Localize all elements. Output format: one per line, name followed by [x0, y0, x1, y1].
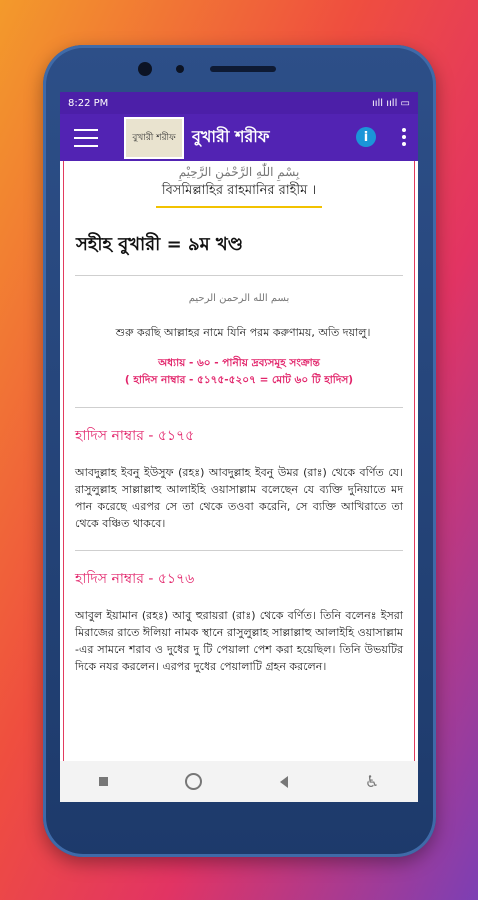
recents-icon[interactable]	[99, 777, 108, 786]
bismillah-banner	[64, 161, 414, 208]
status-time: 8:22 PM	[68, 97, 109, 109]
divider	[75, 550, 403, 551]
hadith-number: হাদিস নাম্বার - ৫১৭৬	[75, 571, 195, 587]
divider	[75, 407, 403, 408]
hadith-number: হাদিস নাম্বার - ৫১৭৫	[75, 428, 195, 444]
divider	[75, 275, 403, 276]
status-bar	[60, 92, 418, 114]
status-indicators: ııll ııll ▭	[371, 97, 410, 109]
app-bar	[60, 114, 418, 161]
hadith-text: আবুল ইয়ামান (রহঃ) আবু হুরায়রা (রাঃ) থেকে বর্ণিত। তিনি বলেনঃ ইসরা মিরাজের রাতে ঈলিয়া নামক স্থানে রাসুলুল্লাহ সাল্লাল্লাহু আলাইহি ওয়াসাল্লাম -এর সামনে শরাব ও দুধের দু টি পেয়ালা পেশ করা হয়েছিল। তিনি উভয়টির দিকে নযর করলেন। এরপর দুধের পেয়ালাটি গ্রহন করলেন।	[75, 609, 403, 673]
hamburger-menu-icon[interactable]	[74, 129, 98, 147]
hadith-item	[64, 424, 414, 532]
overflow-menu-icon[interactable]	[402, 128, 406, 146]
hadith-item	[64, 567, 414, 675]
arabic-bismillah: بسم الله الرحمن الرحيم	[188, 293, 290, 304]
app-title: বুখারী শরীফ	[192, 127, 270, 146]
speaker-grille	[210, 66, 276, 72]
bismillah-bengali: বিসমিল্লাহির রাহমানির রাহীম ।	[156, 179, 322, 208]
app-logo	[124, 117, 184, 159]
chapter-heading	[64, 355, 414, 389]
app-screen	[60, 92, 418, 802]
chapter-line-1: অধ্যায় - ৬০ - পানীয় দ্রব্যসমূহ সংক্রান্ত	[158, 357, 320, 369]
reading-content[interactable]	[63, 161, 415, 762]
hadith-text: আবদুল্লাহ ইবনু ইউসুফ (রহঃ) আবদুল্লাহ ইবনু উমর (রাঃ) থেকে বর্ণিত যে। রাসুলুল্লাহ সাল্লাল্লাহু আলাইহি ওয়াসাল্লাম বলেছেন যে ব্যক্তি দুনিয়াতে মদ পান করেছে এরপর সে তা থেকে তওবা করেনি, সে ব্যক্তি আখিরাতে তা থেকে বঞ্চিত থাকবে।	[75, 466, 403, 530]
app-logo-text: বুখারী শরীফ	[132, 133, 176, 143]
info-icon[interactable]: i	[356, 127, 376, 147]
front-camera-icon	[138, 62, 152, 76]
accessibility-icon[interactable]: ♿	[364, 772, 380, 791]
book-title: সহীহ বুখারী = ৯ম খণ্ড	[76, 234, 243, 255]
home-icon[interactable]	[185, 773, 202, 790]
sensor-dot	[176, 65, 184, 73]
back-icon[interactable]	[280, 776, 288, 788]
system-nav-bar	[60, 761, 418, 802]
bismillah-arabic: بِسْمِ اللّٰهِ الرَّحْمٰنِ الرَّحِيْمِ	[178, 165, 300, 179]
chapter-line-2: ( হাদিস নাম্বার - ৫১৭৫-৫২০৭ = মোট ৬০ টি হাদিস)	[124, 374, 354, 386]
intro-text: শুরু করছি আল্লাহর নামে যিনি পরম করুণাময়, অতি দয়ালু।	[115, 326, 371, 339]
